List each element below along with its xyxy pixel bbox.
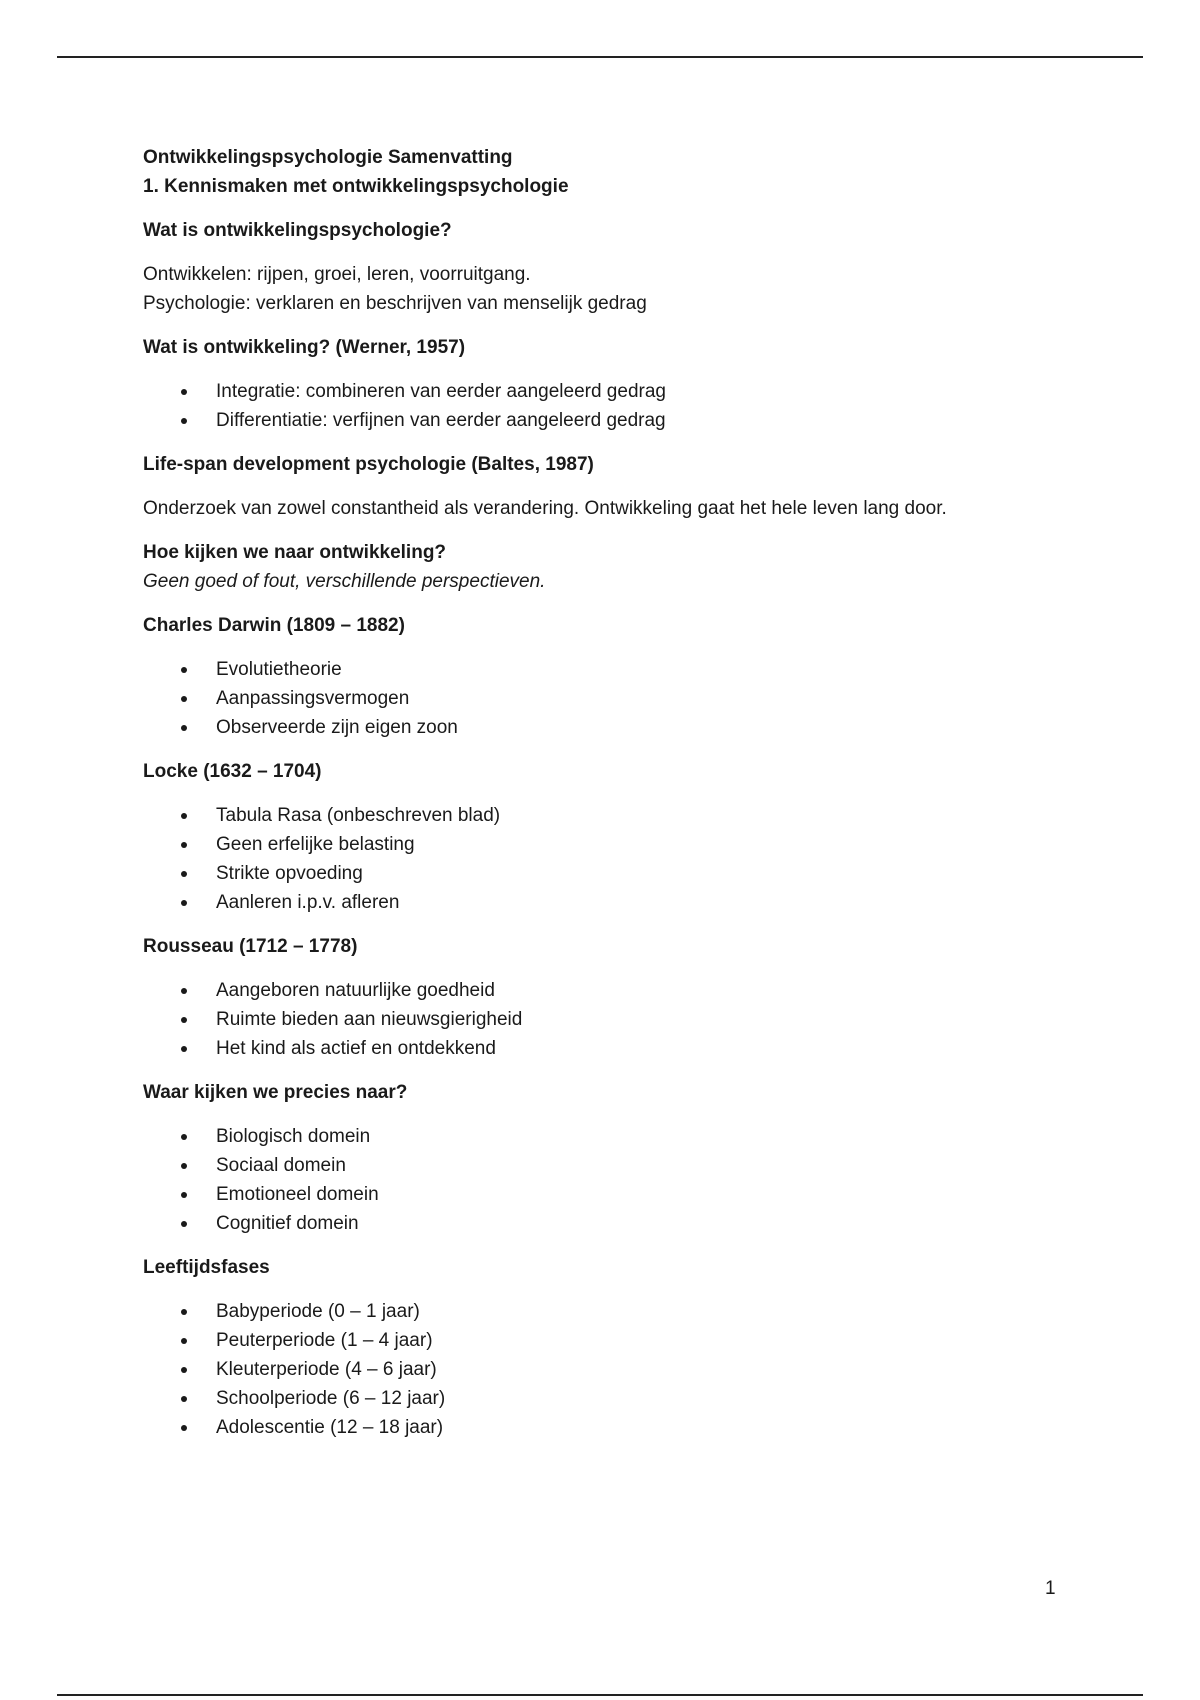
heading-werner: Wat is ontwikkeling? (Werner, 1957)	[143, 337, 466, 358]
bullet-list-ages	[143, 1297, 1063, 1442]
list-item: Evolutietheorie	[143, 655, 1063, 684]
page-number: 1	[1045, 1578, 1056, 1599]
list-item: Geen erfelijke belasting	[143, 830, 1063, 859]
bullet-icon	[181, 988, 187, 994]
bullet-icon	[181, 1017, 187, 1023]
bullet-icon	[181, 871, 187, 877]
bullet-icon	[181, 1046, 187, 1052]
bullet-icon	[181, 1338, 187, 1344]
list-item: Observeerde zijn eigen zoon	[143, 713, 1063, 742]
list-item: Schoolperiode (6 – 12 jaar)	[143, 1384, 1063, 1413]
heading-baltes: Life-span development psychologie (Baltes, 1987)	[143, 454, 594, 475]
bullet-icon	[181, 1425, 187, 1431]
bullet-icon	[181, 1221, 187, 1227]
list-item: Biologisch domein	[143, 1122, 1063, 1151]
heading-darwin: Charles Darwin (1809 – 1882)	[143, 615, 405, 636]
list-item: Sociaal domein	[143, 1151, 1063, 1180]
list-item: Het kind als actief en ontdekkend	[143, 1034, 1063, 1063]
bullet-icon	[181, 667, 187, 673]
bullet-icon	[181, 1134, 187, 1140]
list-item: Aanleren i.p.v. afleren	[143, 888, 1063, 917]
list-item: Ruimte bieden aan nieuwsgierigheid	[143, 1005, 1063, 1034]
bullet-icon	[181, 1309, 187, 1315]
bullet-icon	[181, 389, 187, 395]
bullet-icon	[181, 725, 187, 731]
title-block	[143, 143, 1063, 201]
bullet-list-domains	[143, 1122, 1063, 1238]
list-item: Aangeboren natuurlijke goedheid	[143, 976, 1063, 1005]
list-item: Emotioneel domein	[143, 1180, 1063, 1209]
bullet-list-rousseau	[143, 976, 1063, 1063]
bullet-icon	[181, 1163, 187, 1169]
footer-rule	[57, 1694, 1143, 1696]
document-page	[143, 143, 1063, 1457]
heading-ages: Leeftijdsfases	[143, 1257, 270, 1278]
list-item: Kleuterperiode (4 – 6 jaar)	[143, 1355, 1063, 1384]
heading-locke: Locke (1632 – 1704)	[143, 761, 322, 782]
list-item: Peuterperiode (1 – 4 jaar)	[143, 1326, 1063, 1355]
document-title: Ontwikkelingspsychologie Samenvatting	[143, 147, 513, 168]
list-item: Aanpassingsvermogen	[143, 684, 1063, 713]
bullet-list-werner	[143, 377, 1063, 435]
bullet-icon	[181, 1192, 187, 1198]
heading-rousseau: Rousseau (1712 – 1778)	[143, 936, 358, 957]
bullet-icon	[181, 842, 187, 848]
list-item: Cognitief domein	[143, 1209, 1063, 1238]
bullet-icon	[181, 1367, 187, 1373]
bullet-list-darwin	[143, 655, 1063, 742]
list-item: Tabula Rasa (onbeschreven blad)	[143, 801, 1063, 830]
bullet-icon	[181, 1396, 187, 1402]
bullet-icon	[181, 813, 187, 819]
paragraph-baltes: Onderzoek van zowel constantheid als verandering. Ontwikkeling gaat het hele leven lang door.	[143, 498, 947, 519]
list-item: Babyperiode (0 – 1 jaar)	[143, 1297, 1063, 1326]
header-rule	[57, 56, 1143, 58]
definition-line: Ontwikkelen: rijpen, groei, leren, voorruitgang.	[143, 264, 531, 285]
list-item: Integratie: combineren van eerder aangeleerd gedrag	[143, 377, 1063, 406]
paragraph-perspective: Geen goed of fout, verschillende perspectieven.	[143, 571, 546, 592]
bullet-icon	[181, 696, 187, 702]
bullet-icon	[181, 900, 187, 906]
bullet-icon	[181, 418, 187, 424]
list-item: Strikte opvoeding	[143, 859, 1063, 888]
list-item: Differentiatie: verfijnen van eerder aangeleerd gedrag	[143, 406, 1063, 435]
paragraph-definitions	[143, 260, 1063, 318]
heading-perspective: Hoe kijken we naar ontwikkeling?	[143, 542, 447, 563]
heading-what-is: Wat is ontwikkelingspsychologie?	[143, 220, 452, 241]
heading-domains: Waar kijken we precies naar?	[143, 1082, 408, 1103]
bullet-list-locke	[143, 801, 1063, 917]
definition-line: Psychologie: verklaren en beschrijven van menselijk gedrag	[143, 293, 647, 314]
chapter-title: 1. Kennismaken met ontwikkelingspsychologie	[143, 176, 569, 197]
list-item: Adolescentie (12 – 18 jaar)	[143, 1413, 1063, 1442]
